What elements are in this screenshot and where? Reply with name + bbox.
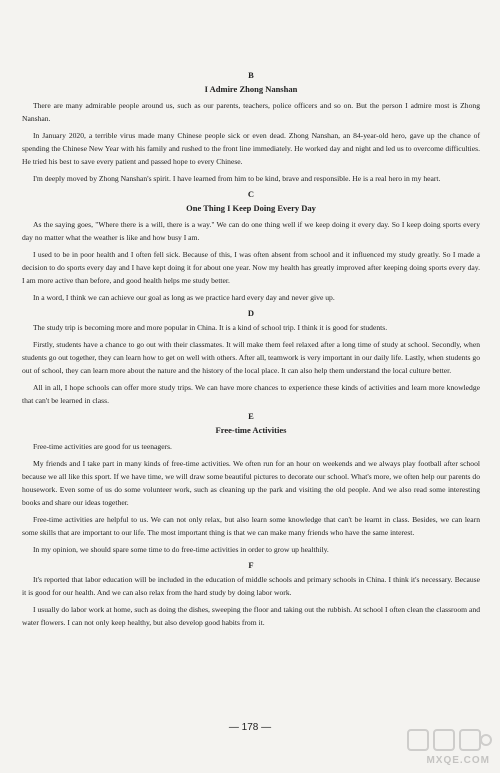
- page-number: — 178 —: [228, 722, 272, 733]
- paragraph: In my opinion, we should spare some time to do free-time activities in order to grow up healthily.: [33, 545, 329, 554]
- paragraph: Firstly, students have a chance to go out with their classmates. It will make them feel relaxed after a long time of study at school. Secondly, when students go out together, they can learn how to get on well with others. After all, teamwork is very important in our daily life. Lastly, when students go out of school, they can learn more about the nature and the history of the local place. It can also help them understand the local culture better.: [22, 340, 480, 375]
- paragraph: In January 2020, a terrible virus made many Chinese people sick or even dead. Zhong Nanshan, an 84-year-old hero, gave up the chance of spending the Chinese New Year with his family and rushed to the front line immediately. He worked day and night and led us to overcome difficulties. He tried his best to save every patient and passed hope to every Chinese.: [22, 131, 480, 166]
- paragraph: As the saying goes, "Where there is a will, there is a way." We can do one thing well if we keep doing it every day. So I keep doing sports every day no matter what the weather is like and how busy I am.: [22, 220, 480, 242]
- watermark-logo: [402, 726, 494, 768]
- paragraph: The study trip is becoming more and more popular in China. It is a kind of school trip. I think it is good for students.: [33, 323, 388, 332]
- paragraph: It's reported that labor education will be included in the education of middle schools and primary schools in China. I think it's necessary. Because it is good for our health. And we can also relax from the hard study by doing labor work.: [22, 575, 480, 597]
- section-letter: F: [248, 560, 254, 570]
- section-letter: D: [247, 308, 255, 318]
- section-letter: C: [247, 189, 255, 199]
- section-title: Free-time Activities: [215, 425, 287, 435]
- section-letter: E: [248, 411, 254, 421]
- section-d: [22, 308, 480, 407]
- paragraph: In a word, I think we can achieve our goal as long as we practice hard every day and never give up.: [33, 293, 335, 302]
- section-b: [22, 70, 480, 185]
- document-page: [22, 66, 480, 633]
- section-f: [22, 560, 480, 629]
- paragraph: All in all, I hope schools can offer more study trips. We can have more chances to experience these kinds of activities and learn more knowledge that can't be learned in class.: [22, 383, 480, 405]
- paragraph: Free-time activities are good for us teenagers.: [33, 442, 172, 451]
- paragraph: I usually do labor work at home, such as doing the dishes, sweeping the floor and taking out the rubbish. At school I often clean the classroom and water flowers. I can not only keep healthy, but also develop good habits from it.: [22, 605, 480, 627]
- paragraph: My friends and I take part in many kinds of free-time activities. We often run for an hour on weekends and we always play football after school because we all like this sport. If we have time, we will draw some beautiful pictures to decorate our school. What's more, we often help our parents do housework. Even some of us do some volunteer work, such as cleaning up the park and visiting the old people. And we also read some interesting books and share our ideas together.: [22, 459, 480, 507]
- paragraph: Free-time activities are helpful to us. We can not only relax, but also learn some knowledge that can't be learnt in class. Besides, we can learn some skills that are important to our life. The most important thing is that we can make many friends who have the same interest.: [22, 515, 480, 537]
- paragraph: I used to be in poor health and I often fell sick. Because of this, I was often absent from school and it influenced my study greatly. So I made a decision to do sports every day and I have kept doing it for about one year. Now my health has greatly improved after keeping doing sports every day. I am more active than before, and good health helps me study better.: [22, 250, 480, 285]
- section-e: [22, 411, 480, 556]
- paragraph: There are many admirable people around us, such as our parents, teachers, police officers and so on. But the person I admire most is Zhong Nanshan.: [22, 101, 480, 123]
- paragraph: I'm deeply moved by Zhong Nanshan's spirit. I have learned from him to be kind, brave and responsible. He is a real hero in my heart.: [33, 174, 441, 183]
- section-letter: B: [248, 70, 254, 80]
- section-title: One Thing I Keep Doing Every Day: [186, 203, 316, 213]
- section-c: [22, 189, 480, 304]
- section-title: I Admire Zhong Nanshan: [204, 84, 298, 94]
- watermark-text: MXQE.COM: [426, 755, 490, 766]
